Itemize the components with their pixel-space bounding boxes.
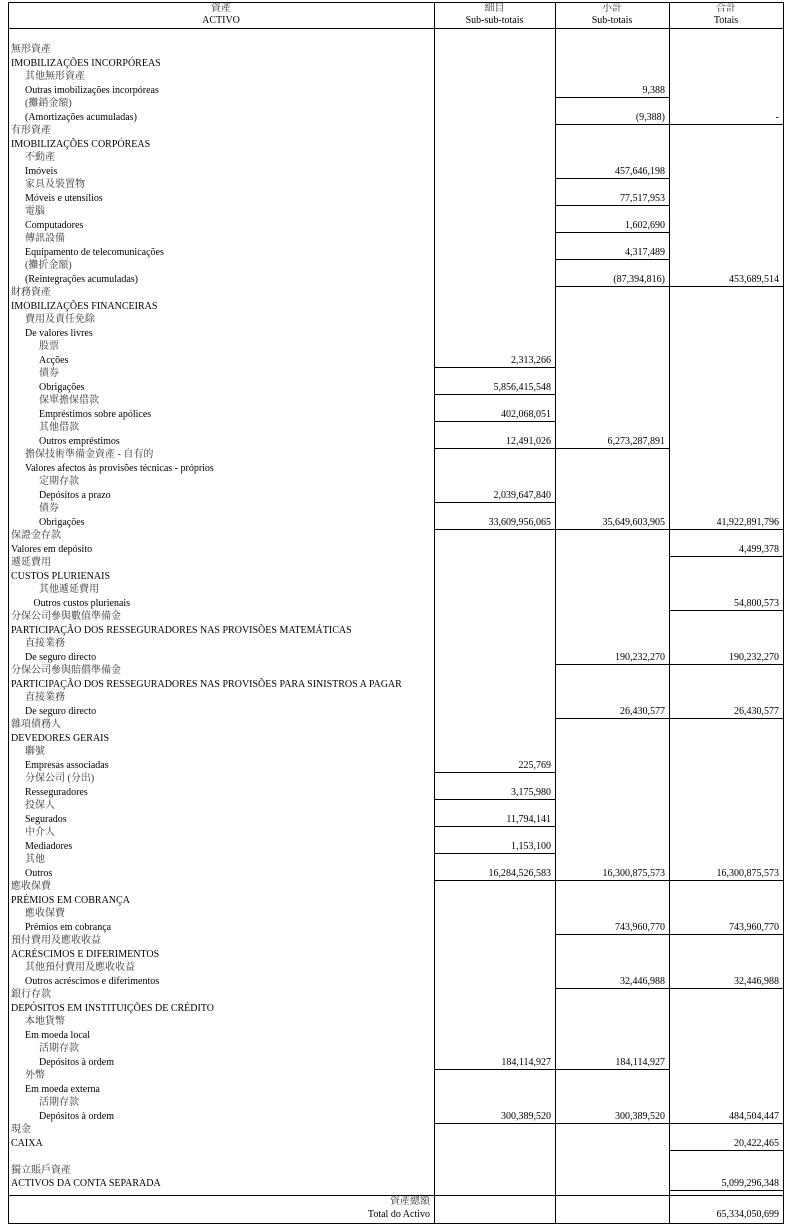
value-underline <box>669 610 783 611</box>
balance-sheet <box>8 2 783 1224</box>
row-label-zh: 分保公司 (分出) <box>25 773 95 784</box>
row-label: Outras imobilizações incorpóreas <box>25 84 159 96</box>
row-label-zh: 保證金存款 <box>11 530 61 541</box>
row-label: Depósitos à ordem <box>39 1056 114 1068</box>
value-underline <box>555 178 669 179</box>
value-sub: 9,388 <box>642 84 665 96</box>
row-label: CAIXA <box>11 1137 43 1149</box>
row-label-zh: 獨立賬戶資產 <box>11 1164 71 1176</box>
value-underline <box>669 286 783 287</box>
value-tot: 4,499,378 <box>739 543 779 555</box>
row-label: Em moeda local <box>25 1029 90 1041</box>
value-underline <box>669 934 783 935</box>
value-sub: (9,388) <box>635 111 665 123</box>
row-label: Acções <box>39 354 69 366</box>
value-sub: 743,960,770 <box>615 921 665 933</box>
row-label: Valores em depósito <box>11 543 93 555</box>
value-ss: 11,794,141 <box>506 813 551 825</box>
value-ss: 33,609,956,065 <box>488 516 551 528</box>
row-label-zh: 外幣 <box>25 1070 45 1081</box>
row-label: Obrigações <box>39 381 85 393</box>
value-underline <box>434 1069 555 1070</box>
value-sub: 16,300,875,573 <box>602 867 665 879</box>
header-col3-zh: 合計 <box>716 3 736 14</box>
row-label: Computadores <box>25 219 84 231</box>
value-sub: 77,517,953 <box>620 192 665 204</box>
value-sub: 4,317,489 <box>625 246 665 258</box>
header-col2-pt: Sub-totais <box>591 15 633 26</box>
left-border <box>8 2 9 1224</box>
row-label: Outros empréstimos <box>39 435 120 447</box>
col-divider-3 <box>669 2 670 1224</box>
value-underline <box>555 97 669 98</box>
value-tot: 453,689,514 <box>729 273 779 285</box>
row-label: Empréstimos sobre apólices <box>39 408 152 420</box>
value-underline <box>434 853 555 854</box>
header-bottom-border <box>8 28 783 29</box>
value-underline <box>434 502 555 503</box>
row-label-zh: 費用及責任免除 <box>25 314 95 325</box>
row-label-zh: 中介人 <box>25 827 55 838</box>
value-underline <box>555 1069 669 1070</box>
row-label-zh: 其他無形資產 <box>25 71 85 82</box>
value-sub: 300,389,520 <box>615 1110 665 1122</box>
row-label-zh: 其他遞延費用 <box>39 584 99 595</box>
value-underline <box>669 1150 783 1151</box>
row-label: Resseguradores <box>25 786 88 798</box>
right-border <box>783 2 784 1224</box>
row-label-zh: 保單擔保借款 <box>39 395 99 406</box>
row-label-zh: (攤銷金額) <box>25 98 72 109</box>
value-ss: 16,284,526,583 <box>488 867 551 879</box>
row-label: PARTICIPAÇÃO DOS RESSEGURADORES NAS PROVISÕES MATEMÁTICAS <box>11 624 352 636</box>
value-underline <box>434 448 555 449</box>
value-underline <box>434 826 555 827</box>
value-underline <box>434 394 555 395</box>
row-label: Valores afectos às provisões técnicas - próprios <box>25 462 214 474</box>
row-label-zh: 直接業務 <box>25 638 65 649</box>
value-underline <box>669 556 783 557</box>
value-underline <box>555 286 669 287</box>
header-col1-zh: 細目 <box>484 3 505 14</box>
row-label: Equipamento de telecomunicações <box>25 246 164 258</box>
row-label: Móveis e utensílios <box>25 192 103 204</box>
row-label-zh: 債券 <box>39 503 59 514</box>
table-bottom-border <box>8 1223 783 1224</box>
value-ss: 2,039,647,840 <box>493 489 551 501</box>
value-ss: 300,389,520 <box>501 1110 551 1122</box>
total-label-zh: 資產總額 <box>390 1196 430 1207</box>
value-sub: 190,232,270 <box>615 651 665 663</box>
row-label-zh: 本地貨幣 <box>25 1016 65 1027</box>
value-underline <box>434 772 555 773</box>
value-ss: 2,313,266 <box>511 354 551 366</box>
header-col3-pt: Totais <box>713 15 739 26</box>
value-underline <box>434 799 555 800</box>
row-label: DEVEDORES GERAIS <box>11 732 110 744</box>
row-label-zh: 分保公司參與數值準備金 <box>11 611 121 622</box>
value-ss: 1,153,100 <box>511 840 551 852</box>
row-label: Outros <box>25 867 53 879</box>
row-label: Outros custos plurienais <box>33 597 131 609</box>
row-label: PRÉMIOS EM COBRANÇA <box>11 894 130 906</box>
value-underline <box>669 988 783 989</box>
row-label-zh: 傳訊設備 <box>25 233 65 244</box>
value-sub: 1,602,690 <box>625 219 665 231</box>
value-underline <box>669 124 783 125</box>
value-underline <box>669 529 783 530</box>
value-tot: 54,800,573 <box>734 597 779 609</box>
value-underline <box>555 1123 669 1124</box>
row-label: DEPÓSITOS EM INSTITUIÇÕES DE CRÉDITO <box>11 1002 214 1014</box>
header-col2-zh: 小計 <box>602 3 622 14</box>
row-label-zh: 直接業務 <box>25 692 65 703</box>
value-underline <box>434 529 555 530</box>
value-tot: 32,446,988 <box>734 975 779 987</box>
row-label-zh: 現金 <box>11 1124 31 1135</box>
row-label: Prémios em cobrança <box>25 921 112 933</box>
value-underline <box>669 718 783 719</box>
row-label-zh: 遞延費用 <box>11 557 51 568</box>
header-activo-zh: 資產 <box>211 3 231 14</box>
value-underline <box>434 880 555 881</box>
row-label-zh: 其他預付費用及應收收益 <box>25 962 135 973</box>
row-label: Segurados <box>25 813 67 825</box>
value-underline <box>555 934 669 935</box>
row-label: Obrigações <box>39 516 85 528</box>
row-label-zh: 聯號 <box>25 746 45 757</box>
value-ss: 225,769 <box>518 759 551 771</box>
value-ss: 402,068,051 <box>501 408 551 420</box>
value-underline <box>555 448 669 449</box>
value-sub: 6,273,287,891 <box>607 435 665 447</box>
row-label-zh: 無形資產 <box>11 44 51 55</box>
row-label: ACRÉSCIMOS E DIFERIMENTOS <box>11 948 160 960</box>
row-label-zh: 分保公司參與賠償準備金 <box>11 665 121 676</box>
row-label-zh: 活期存款 <box>39 1043 79 1054</box>
value-tot: 41,922,891,796 <box>716 516 779 528</box>
value-underline <box>669 1190 783 1191</box>
value-tot: 743,960,770 <box>729 921 779 933</box>
row-label-zh: 其他借款 <box>39 422 79 433</box>
value-underline <box>669 1123 783 1124</box>
row-label: De valores livres <box>25 327 93 339</box>
col-divider-1 <box>434 2 435 1224</box>
row-label: Depósitos a prazo <box>39 489 111 501</box>
row-label: De seguro directo <box>25 705 97 717</box>
value-tot: 190,232,270 <box>729 651 779 663</box>
col-divider-2 <box>555 2 556 1224</box>
row-label: Imóveis <box>25 165 58 177</box>
row-label: ACTIVOS DA CONTA SEPARADA <box>11 1178 161 1189</box>
value-underline <box>555 988 669 989</box>
row-label-zh: 銀行存款 <box>11 989 51 1000</box>
value-underline <box>555 664 669 665</box>
value-underline <box>669 664 783 665</box>
header-activo-pt: ACTIVO <box>202 15 240 26</box>
value-tot: 20,422,465 <box>734 1137 779 1149</box>
total-value: 65,334,050,699 <box>716 1209 779 1220</box>
row-label-zh: 擔保技術準備金資產 - 自有的 <box>25 449 154 460</box>
value-tot: 26,430,577 <box>734 705 779 717</box>
row-label: (Amortizações acumuladas) <box>25 111 137 123</box>
row-label-zh: 家具及裝置物 <box>25 179 85 190</box>
row-label-zh: 應收保費 <box>25 908 65 919</box>
value-underline <box>434 421 555 422</box>
row-label-zh: 其他 <box>25 854 45 865</box>
value-sub: 32,446,988 <box>620 975 665 987</box>
row-label: CUSTOS PLURIENAIS <box>11 570 110 582</box>
row-label-zh: 雜項債務人 <box>11 719 61 730</box>
row-label: IMOBILIZAÇÕES FINANCEIRAS <box>11 300 158 312</box>
value-sub: (87,394,816) <box>613 273 665 285</box>
row-label: De seguro directo <box>25 651 97 663</box>
row-label-zh: 有形資產 <box>11 125 51 136</box>
value-ss: 12,491,026 <box>506 435 551 447</box>
value-underline <box>434 1123 555 1124</box>
row-label-zh: 債券 <box>39 368 59 379</box>
value-ss: 5,856,415,548 <box>493 381 551 393</box>
row-label: Depósitos à ordem <box>39 1110 114 1122</box>
row-label: IMOBILIZAÇÕES INCORPÓREAS <box>11 57 161 69</box>
row-label: PARTICIPAÇÃO DOS RESSEGURADORES NAS PROVISÕES PARA SINISTROS A PAGAR <box>11 678 402 690</box>
row-label-zh: 電腦 <box>25 206 45 217</box>
row-label-zh: 財務資產 <box>11 287 51 298</box>
value-ss: 184,114,927 <box>501 1056 551 1068</box>
row-label: Outros acréscimos e diferimentos <box>25 975 160 987</box>
value-underline <box>555 232 669 233</box>
value-underline <box>555 205 669 206</box>
value-underline <box>555 529 669 530</box>
header-col1-pt: Sub-sub-totais <box>465 15 524 26</box>
row-label-zh: 預付費用及應收收益 <box>11 935 101 946</box>
row-label-zh: 投保人 <box>25 800 55 811</box>
value-sub: 184,114,927 <box>615 1056 665 1068</box>
value-tot: 16,300,875,573 <box>716 867 779 879</box>
row-label-zh: 不動產 <box>25 152 55 163</box>
row-label: IMOBILIZAÇÕES CORPÓREAS <box>11 138 151 150</box>
total-label-pt: Total do Activo <box>367 1209 430 1220</box>
row-label: Empresas associadas <box>25 759 109 771</box>
value-underline <box>555 124 669 125</box>
value-underline <box>555 718 669 719</box>
value-sub: 457,646,198 <box>615 165 665 177</box>
row-label: Em moeda externa <box>25 1083 100 1095</box>
row-label-zh: (攤折金額) <box>25 260 72 271</box>
value-underline <box>555 259 669 260</box>
value-tot: 5,099,296,348 <box>721 1178 779 1189</box>
row-label-zh: 應收保費 <box>11 881 51 892</box>
row-label-zh: 活期存款 <box>39 1097 79 1108</box>
value-tot: 484,504,447 <box>729 1110 779 1122</box>
row-label-zh: 股票 <box>39 341 59 352</box>
value-sub: 26,430,577 <box>620 705 665 717</box>
row-label-zh: 定期存款 <box>39 476 79 487</box>
value-ss: 3,175,980 <box>511 786 551 798</box>
value-sub: 35,649,603,905 <box>602 516 665 528</box>
value-underline <box>434 367 555 368</box>
value-underline <box>555 880 669 881</box>
row-label: (Reintegrações acumuladas) <box>25 273 139 285</box>
value-tot: - <box>775 111 779 123</box>
row-label: Mediadores <box>25 840 73 852</box>
value-underline <box>669 880 783 881</box>
